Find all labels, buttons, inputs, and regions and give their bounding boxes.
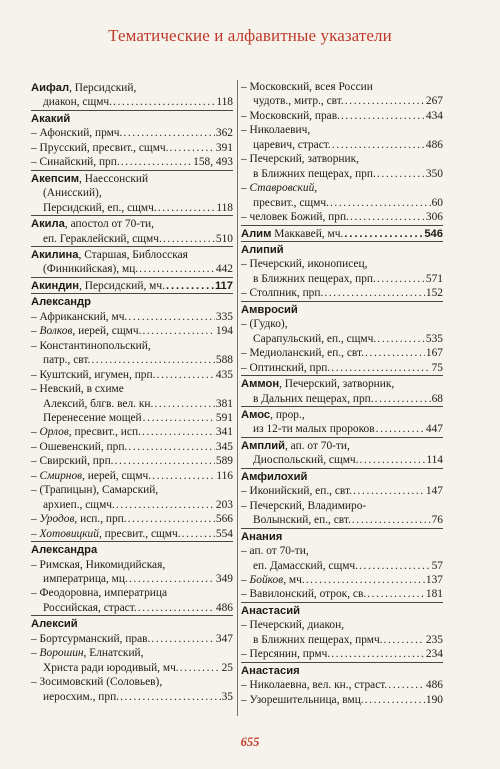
entry-text-tail: , мч.: [283, 573, 305, 586]
entry-text: – Столпник, прп.: [241, 287, 324, 300]
heading-name: Акакий: [31, 112, 71, 125]
index-heading: [31, 541, 233, 557]
entry-text: в Ближних пещерах, прп.: [253, 272, 376, 285]
dot-leader: [163, 232, 215, 246]
entry-text: – Невский, в схиме: [31, 383, 124, 396]
dot-leader: [138, 601, 215, 615]
heading-name: Акилина: [31, 248, 79, 261]
index-entry: [241, 499, 443, 513]
entry-text: – Зосимовский (Соловьев),: [31, 676, 163, 689]
page-number: 655: [240, 735, 260, 749]
entry-text: – Феодоровна, императрица: [31, 587, 168, 600]
entry-text: патр., свт.: [43, 354, 91, 367]
heading-rest: , апостол от 70-ти,: [64, 218, 155, 231]
index-entry: [31, 601, 233, 615]
index-heading: [31, 246, 233, 262]
index-entry: [241, 346, 443, 360]
entry-text: – Медиоланский, еп., свт.: [241, 347, 364, 360]
index-heading: [241, 375, 443, 391]
entry-page-ref: 60: [431, 196, 443, 209]
index-entry: [31, 675, 233, 689]
dot-leader: [377, 272, 425, 286]
index-entry: [241, 618, 443, 632]
heading-rest: , прор.,: [270, 408, 305, 421]
index-entry: [241, 286, 443, 300]
entry-page-ref: 306: [425, 211, 443, 224]
heading-name: Амплий: [241, 439, 285, 452]
dot-leader: [360, 453, 426, 467]
dot-leader: [151, 632, 215, 646]
entry-page-ref: 267: [425, 95, 443, 108]
entry-page-ref: 442: [215, 263, 233, 276]
entry-page-ref: 167: [425, 347, 443, 360]
index-entry: [31, 141, 233, 155]
entry-page-ref: 510: [215, 232, 233, 245]
entry-page-ref: 589: [215, 455, 233, 468]
entry-page-ref: 76: [431, 514, 443, 527]
index-column-right: [241, 80, 443, 707]
entry-text: Перенесение мощей: [43, 411, 142, 424]
entry-text: пресвит., сщмч.: [253, 196, 329, 209]
heading-name: Акиндин: [31, 279, 80, 292]
entry-page-ref: 350: [425, 167, 443, 180]
heading-rest: , Старшая, Библосская: [78, 248, 188, 261]
entry-text: –: [31, 325, 40, 338]
entry-text: – Московский, всея России: [241, 81, 373, 93]
entry-text: – Николаевич,: [241, 124, 311, 137]
dot-leader: [306, 573, 425, 587]
index-heading: [241, 528, 443, 544]
dot-leader: [154, 397, 215, 411]
entry-text: – Московский, прав.: [241, 109, 340, 122]
entry-page-ref: 152: [425, 287, 443, 300]
dot-leader: [158, 201, 216, 215]
index-entry: [31, 527, 233, 541]
index-entry: [241, 167, 443, 181]
entry-page-ref: 349: [215, 572, 233, 585]
entry-text-tail: , исп., прп.: [74, 513, 127, 526]
heading-rest: , Персидский, мч.: [79, 279, 165, 292]
index-entry: [241, 422, 443, 436]
entry-text: еп. Дамасский, сщмч.: [253, 559, 359, 572]
entry-page-ref: 234: [425, 648, 443, 661]
entry-page-ref: 194: [215, 325, 233, 338]
entry-text: –: [241, 182, 250, 195]
entry-text: диакон, сщмч.: [43, 96, 112, 109]
dot-leader: [116, 498, 215, 512]
entry-page-ref: 554: [215, 527, 233, 540]
entry-page-ref: 434: [425, 109, 443, 122]
index-entry: [31, 310, 233, 324]
index-entry: [241, 138, 443, 152]
entry-text: – Афонский, прмч.: [31, 127, 123, 140]
dot-leader: [128, 440, 215, 454]
entry-text: царевич, страст.: [253, 138, 331, 151]
entry-text: –: [31, 513, 40, 526]
entry-page-ref: 116: [216, 469, 233, 482]
entry-page-ref: 235: [425, 633, 443, 646]
index-entry: [31, 262, 233, 276]
entry-text: –: [31, 647, 40, 660]
index-entry: [31, 498, 233, 512]
dot-leader: [352, 513, 431, 527]
entry-text: – Бортсурманский, прав.: [31, 632, 151, 645]
entry-page-ref: 546: [424, 227, 443, 240]
entry-text: (Финикийская), мц.: [43, 263, 139, 276]
heading-name: Аифал: [31, 82, 70, 94]
heading-name: Алексий: [31, 618, 78, 631]
dot-leader: [377, 332, 425, 346]
index-heading: [241, 406, 443, 422]
entry-page-ref: 341: [215, 426, 233, 439]
entry-italic-name: Орлов: [39, 426, 69, 439]
entry-text: – (Гудко),: [241, 318, 288, 331]
entry-page-ref: 137: [425, 573, 443, 586]
entry-page-ref: 571: [425, 272, 443, 285]
heading-name: Акепсим: [31, 172, 80, 185]
index-entry: [241, 484, 443, 498]
entry-text: – Прусский, пресвит., сщмч.: [31, 141, 169, 154]
index-entry: [241, 332, 443, 346]
dot-leader: [359, 559, 431, 573]
dot-leader: [156, 368, 214, 382]
entry-page-ref: 381: [215, 397, 233, 410]
entry-text: –: [241, 573, 250, 586]
dot-leader: [341, 109, 425, 123]
entry-text: в Дальних пещерах, прп.: [253, 392, 374, 405]
entry-text: (Анисский),: [43, 187, 102, 200]
entry-page-ref: 588: [215, 354, 233, 367]
entry-italic-name: Волков: [39, 325, 73, 338]
entry-text: Персидский, еп., сщмч.: [43, 201, 157, 214]
index-heading: [31, 615, 233, 631]
heading-name: Акила: [31, 218, 65, 231]
index-entry: [241, 361, 443, 375]
index-heading: [31, 293, 233, 309]
entry-page-ref: 68: [431, 392, 443, 405]
index-entry: [31, 382, 233, 396]
index-heading: [241, 468, 443, 484]
dot-leader: [91, 353, 215, 367]
index-entry: [31, 454, 233, 468]
entry-italic-name: Уродов: [39, 513, 75, 526]
dot-leader: [113, 95, 215, 109]
dot-leader: [169, 141, 214, 155]
dot-leader: [365, 693, 425, 707]
entry-page-ref: 447: [425, 423, 443, 436]
entry-text: – Свирский, прп.: [31, 455, 114, 468]
entry-text: императрица, мц.: [43, 572, 128, 585]
entry-page-ref: 486: [425, 138, 443, 151]
dot-leader: [142, 425, 215, 439]
index-entry: [241, 453, 443, 467]
entry-text: –: [31, 469, 40, 482]
entry-page-ref: 75: [431, 361, 443, 374]
heading-rest: , Наессонский: [79, 172, 149, 185]
entry-text: – Печерский, затворник,: [241, 153, 359, 166]
index-entry: [241, 181, 443, 195]
entry-page-ref: 335: [215, 310, 233, 323]
heading-name: Анастасия: [241, 664, 300, 677]
index-entry: [241, 80, 443, 94]
heading-name: Амос: [241, 408, 271, 421]
entry-page-ref: 347: [215, 632, 233, 645]
index-entry: [241, 272, 443, 286]
entry-page-ref: 535: [425, 332, 443, 345]
entry-text: Алексий, блгв. вел. кн.: [43, 397, 154, 410]
dot-leader: [345, 94, 425, 108]
index-entry: [31, 324, 233, 338]
index-entry: [31, 690, 233, 704]
index-entry: [241, 544, 443, 558]
column-divider: [237, 80, 238, 716]
entry-page-ref: 591: [215, 411, 233, 424]
index-entry: [241, 587, 443, 601]
heading-name: Алим: [241, 227, 272, 240]
index-entry: [241, 152, 443, 166]
dot-leader: [384, 633, 425, 647]
index-entry: [31, 353, 233, 367]
index-entry: [31, 95, 233, 109]
heading-rest: , ап. от 70-ти,: [284, 439, 350, 452]
heading-name: Александр: [31, 296, 91, 309]
index-entry: [31, 126, 233, 140]
index-entry: [31, 586, 233, 600]
dot-leader: [377, 167, 425, 181]
entry-text: Сарапульский, еп., сщмч.: [253, 332, 377, 345]
heading-name: Аммон: [241, 378, 280, 391]
dot-leader: [128, 310, 215, 324]
index-entry: [31, 397, 233, 411]
heading-name: Анания: [241, 530, 283, 543]
entry-page-ref: 35: [221, 690, 233, 703]
index-entry: [31, 661, 233, 675]
entry-text-tail: , Елнатский,: [83, 647, 144, 660]
page-header-title: Тематические и алфавитные указатели: [108, 26, 392, 45]
entry-text: в Ближних пещерах, прп.: [253, 167, 376, 180]
index-entry: [241, 196, 443, 210]
entry-page-ref: 486: [425, 679, 443, 692]
entry-text: – ап. от 70-ти,: [241, 545, 309, 558]
entry-page-ref: 147: [425, 485, 443, 498]
index-entry: [241, 573, 443, 587]
entry-text-tail: ,: [314, 182, 318, 195]
entry-text: иеросхим., прп.: [43, 690, 120, 703]
index-entry: [241, 109, 443, 123]
index-heading: [241, 225, 443, 241]
dot-leader: [350, 210, 425, 224]
index-entry: [31, 232, 233, 246]
dot-leader: [324, 286, 425, 300]
heading-name: Анастасий: [241, 604, 300, 617]
entry-text: чудотв., митр., свт.: [253, 95, 344, 108]
index-heading: [31, 170, 233, 186]
heading-rest: , Печерский, затворник,: [279, 378, 395, 391]
entry-italic-name: Смирнов: [39, 469, 83, 482]
entry-text: –: [31, 426, 40, 439]
index-heading: [31, 215, 233, 231]
entry-text: Волынский, еп., свт.: [253, 514, 351, 527]
dot-leader: [143, 411, 215, 425]
index-entry: [31, 512, 233, 526]
index-entry: [31, 425, 233, 439]
entry-page-ref: 566: [215, 513, 233, 526]
entry-text-tail: , пресвит., сщмч.: [98, 527, 181, 540]
heading-rest: Маккавей, мч.: [271, 227, 344, 240]
entry-text: – Иконийский, еп., свт.: [241, 485, 352, 498]
dot-leader: [332, 138, 425, 152]
dot-leader: [344, 227, 423, 241]
dot-leader: [166, 279, 214, 293]
index-entry: [241, 317, 443, 331]
heading-name: Алипий: [241, 243, 284, 256]
index-heading: [31, 110, 233, 126]
dot-leader: [367, 587, 425, 601]
index-entry: [31, 558, 233, 572]
dot-leader: [128, 512, 215, 526]
dot-leader: [120, 690, 221, 704]
heading-name: Александра: [31, 544, 98, 557]
entry-text: – Синайский, прп.: [31, 156, 120, 169]
dot-leader: [129, 572, 215, 586]
dot-leader: [142, 324, 214, 338]
entry-text: – Африканский, мч.: [31, 310, 128, 323]
dot-leader: [331, 647, 425, 661]
entry-page-ref: 25: [221, 661, 233, 674]
entry-text: – Римская, Никомидийская,: [31, 558, 166, 571]
index-entry: [241, 513, 443, 527]
index-entry: [31, 339, 233, 353]
entry-italic-name: Ворошин: [39, 647, 84, 660]
entry-page-ref: 117: [214, 279, 233, 292]
index-entry: [31, 632, 233, 646]
index-heading: [241, 602, 443, 618]
dot-leader: [123, 126, 215, 140]
index-entry: [241, 693, 443, 707]
entry-text: – Печерский, диакон,: [241, 619, 345, 632]
entry-text: – Куштский, игумен, прп.: [31, 368, 156, 381]
index-entry: [241, 123, 443, 137]
dot-leader: [376, 422, 425, 436]
dot-leader: [180, 661, 221, 675]
entry-text: – Печерский, Владимиро-: [241, 499, 367, 512]
entry-text: архиеп., сщмч.: [43, 498, 115, 511]
index-entry: [241, 633, 443, 647]
entry-text: – Персянин, прмч.: [241, 648, 331, 661]
dot-leader: [330, 196, 431, 210]
entry-page-ref: 486: [215, 601, 233, 614]
entry-page-ref: 114: [426, 454, 443, 467]
entry-page-ref: 203: [215, 498, 233, 511]
entry-text-tail: , иерей, сщмч.: [72, 325, 142, 338]
entry-page-ref: 435: [215, 368, 233, 381]
index-entry: [241, 647, 443, 661]
entry-text: – Вавилонский, отрок, св.: [241, 588, 367, 601]
index-heading: [31, 80, 233, 95]
entry-page-ref: 118: [216, 201, 233, 214]
dot-leader: [121, 155, 192, 169]
entry-text-tail: , пресвит., исп.: [68, 426, 141, 439]
index-entry: [31, 440, 233, 454]
index-column-left: [31, 80, 233, 704]
entry-text: в Ближних пещерах, прмч.: [253, 633, 383, 646]
entry-text: – Печерский, иконописец,: [241, 258, 368, 271]
heading-name: Амфилохий: [241, 470, 308, 483]
index-entry: [31, 572, 233, 586]
entry-text: – Ошевенский, прп.: [31, 440, 128, 453]
entry-text: – Николаевна, вел. кн., страст.: [241, 679, 388, 692]
entry-text: – человек Божий, прп.: [241, 211, 349, 224]
index-heading: [241, 241, 443, 257]
dot-leader: [375, 392, 431, 406]
index-entry: [31, 186, 233, 200]
entry-page-ref: 345: [215, 440, 233, 453]
entry-text: Диоспольский, сщмч.: [253, 454, 359, 467]
entry-text: из 12-ти малых пророков: [253, 423, 375, 436]
dot-leader: [353, 484, 425, 498]
entry-page-ref: 118: [216, 96, 233, 109]
dot-leader: [115, 454, 215, 468]
index-heading: [241, 662, 443, 678]
index-entry: [241, 678, 443, 692]
dot-leader: [331, 361, 430, 375]
entry-text: Российская, страст.: [43, 601, 137, 614]
index-entry: [241, 257, 443, 271]
dot-leader: [139, 262, 215, 276]
entry-italic-name: Хотовицкий: [39, 527, 99, 540]
index-entry: [31, 646, 233, 660]
entry-italic-name: Бойков: [249, 573, 284, 586]
index-entry: [31, 201, 233, 215]
entry-text: еп. Гераклейский, сщмч.: [43, 232, 162, 245]
entry-text-tail: , иерей, сщмч.: [82, 469, 152, 482]
dot-leader: [388, 678, 425, 692]
entry-text: –: [31, 527, 40, 540]
index-entry: [31, 469, 233, 483]
index-entry: [31, 155, 233, 169]
index-heading: [31, 277, 233, 293]
index-entry: [31, 368, 233, 382]
dot-leader: [152, 469, 215, 483]
dot-leader: [182, 527, 215, 541]
entry-text: – Константинопольский,: [31, 339, 151, 352]
index-entry: [241, 559, 443, 573]
index-heading: [241, 301, 443, 317]
heading-name: Амвросий: [241, 303, 298, 316]
index-entry: [241, 392, 443, 406]
index-entry: [31, 411, 233, 425]
entry-text: Христа ради юродивый, мч.: [43, 661, 179, 674]
entry-text: – Узорешительница, вмц.: [241, 693, 364, 706]
entry-page-ref: 391: [215, 141, 233, 154]
entry-page-ref: 181: [425, 588, 443, 601]
heading-rest: , Персидский,: [69, 82, 137, 94]
entry-italic-name: Ставровский: [249, 182, 315, 195]
entry-text: – (Трапицын), Самарский,: [31, 484, 159, 497]
dot-leader: [365, 346, 425, 360]
entry-page-ref: 57: [431, 559, 443, 572]
entry-page-ref: 362: [215, 127, 233, 140]
index-heading: [241, 437, 443, 453]
index-entry: [31, 483, 233, 497]
entry-text: – Оптинский, прп.: [241, 361, 331, 374]
index-entry: [241, 94, 443, 108]
entry-page-ref: 158, 493: [193, 156, 233, 169]
index-entry: [241, 210, 443, 224]
entry-page-ref: 190: [425, 693, 443, 706]
